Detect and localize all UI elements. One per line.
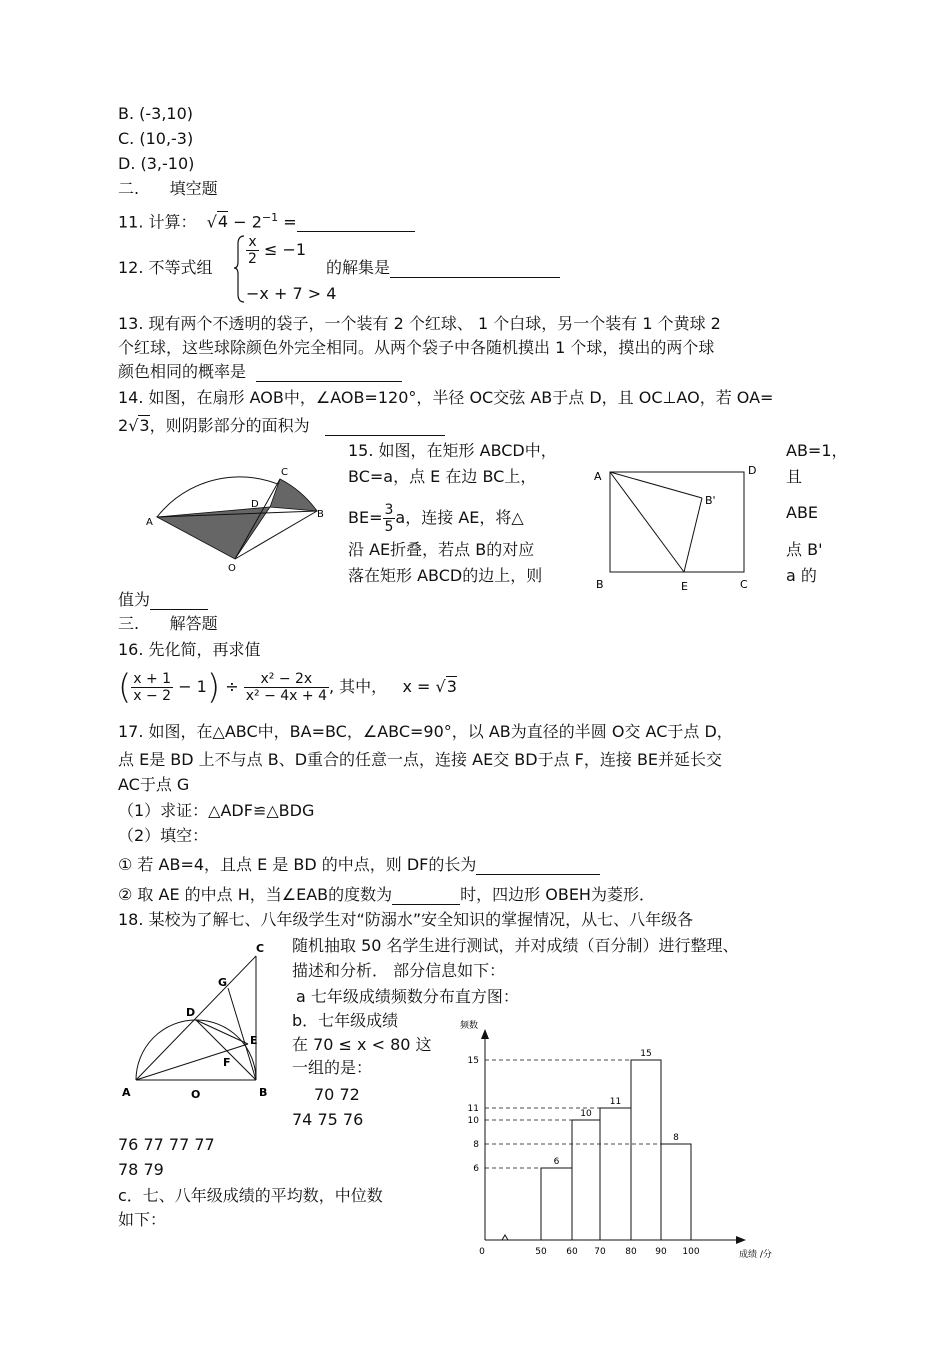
label-d: D bbox=[186, 1006, 196, 1019]
question-16-expr: ( $\frac{x + 1}{x - 2}$ − 1) ÷ $\frac{\text{x² − 2x}}{\text{x² − 4x + 4}}$ , 其中， x = √3 bbox=[118, 667, 457, 708]
question-15-tail: 值为 bbox=[118, 590, 208, 610]
section-heading-fill: 二. 填空题 bbox=[118, 179, 218, 198]
label-b: B bbox=[596, 578, 604, 591]
question-18-values3: 76 77 77 77 bbox=[118, 1135, 215, 1154]
question-15-line4r: 点 B' bbox=[786, 540, 823, 559]
histogram-chart bbox=[450, 1012, 790, 1267]
label-c: C bbox=[281, 467, 288, 478]
label-d: D bbox=[748, 464, 757, 477]
question-18-line2: 随机抽取 50 名学生进行测试，并对成绩（百分制）进行整理、 bbox=[292, 936, 739, 955]
question-18-values1: 70 72 bbox=[314, 1085, 360, 1104]
bar-data-label: 10 bbox=[580, 1109, 592, 1119]
question-15-line3: BE= $\frac{3}{5}$ a，连接 AE，将△ bbox=[348, 502, 524, 535]
histogram-bar bbox=[631, 1060, 661, 1240]
x-tick-label: 100 bbox=[682, 1247, 700, 1257]
label-g: G bbox=[218, 976, 228, 989]
question-13-line1: 13. 现有两个不透明的袋子，一个装有 2 个红球、 1 个白球，另一个装有 1 个黄球 2 bbox=[118, 314, 721, 333]
inequality-1: $\frac{x}{2}$ ≤ −1 bbox=[248, 234, 307, 267]
question-15-line1: 15. 如图，在矩形 ABCD中， bbox=[348, 441, 557, 460]
segment-de bbox=[196, 1020, 248, 1044]
segment-ab-prime bbox=[610, 472, 702, 498]
semicircle-figure bbox=[118, 940, 278, 1105]
question-18-b3: 一组的是： bbox=[292, 1058, 373, 1077]
x-tick-label: 80 bbox=[625, 1247, 637, 1257]
bar-data-label: 15 bbox=[640, 1049, 652, 1059]
x-axis-arrow bbox=[736, 1236, 746, 1244]
question-12-suffix: 的解集是 bbox=[326, 258, 560, 278]
question-14-line1: 14. 如图，在扇形 AOB中，∠AOB=120°，半径 OC交弦 AB于点 D，且 OC⊥AO，若 OA= bbox=[118, 388, 774, 407]
answer-blank-14[interactable] bbox=[325, 419, 445, 436]
question-15-line5: 落在矩形 ABCD的边上，则 bbox=[348, 566, 543, 585]
question-17-part1: （1）求证：△ADF≌△BDG bbox=[118, 801, 315, 820]
question-13-line2: 个红球，这些球除颜色外完全相同。从两个袋子中各随机摸出 1 个球，摸出的两个球 bbox=[118, 338, 715, 357]
question-14-line2: 2√3，则阴影部分的面积为 bbox=[118, 416, 445, 436]
sector-figure bbox=[140, 455, 340, 585]
paren-right: ) bbox=[206, 667, 221, 708]
segment-ae bbox=[610, 472, 684, 572]
label-o: O bbox=[191, 1088, 201, 1101]
label-a: A bbox=[146, 517, 153, 528]
label-d: D bbox=[251, 499, 259, 510]
x-tick-label: 0 bbox=[479, 1247, 485, 1257]
label-a: A bbox=[122, 1086, 131, 1099]
question-15-line5r: a 的 bbox=[786, 566, 817, 585]
x-tick-label: 90 bbox=[655, 1247, 667, 1257]
segment-b-prime-e bbox=[684, 498, 702, 572]
rect-abcd bbox=[610, 472, 744, 572]
bar-data-label: 11 bbox=[609, 1097, 622, 1107]
rectangle-figure bbox=[588, 458, 763, 593]
y-tick-label: 11 bbox=[467, 1104, 479, 1114]
question-18-line1: 18. 某校为了解七、八年级学生对“防溺水”安全知识的掌握情况，从七、八年级各 bbox=[118, 910, 694, 929]
question-18-b2: 在 70 ≤ x < 80 这 bbox=[292, 1035, 432, 1054]
axis-break bbox=[502, 1235, 508, 1240]
histogram-bar bbox=[600, 1108, 631, 1240]
question-16-label: 16. 先化简，再求值 bbox=[118, 640, 261, 659]
answer-blank-17b[interactable] bbox=[392, 888, 460, 905]
label-e: E bbox=[250, 1034, 258, 1047]
option-c: C. (10,-3) bbox=[118, 129, 194, 148]
histogram-bar bbox=[572, 1120, 600, 1240]
histogram-bar bbox=[541, 1168, 572, 1240]
option-b: B. (-3,10) bbox=[118, 104, 194, 123]
answer-blank-17a[interactable] bbox=[476, 858, 600, 875]
question-13-line3: 颜色相同的概率是 bbox=[118, 362, 402, 382]
question-18-line3: 描述和分析． 部分信息如下： bbox=[292, 961, 506, 980]
label-e: E bbox=[681, 580, 688, 593]
label-c: C bbox=[740, 578, 748, 591]
label-c: C bbox=[256, 942, 265, 955]
question-15-line2r: 且 bbox=[786, 467, 803, 486]
question-12-label: 12. 不等式组 bbox=[118, 258, 213, 277]
question-18-a: a 七年级成绩频数分布直方图： bbox=[296, 987, 519, 1006]
question-18-c1: c．七、八年级成绩的平均数，中位数 bbox=[118, 1186, 383, 1205]
x-tick-label: 70 bbox=[594, 1247, 606, 1257]
label-o: O bbox=[228, 563, 236, 574]
inequality-2: −x + 7 > 4 bbox=[246, 284, 337, 303]
section-heading-answer: 三. 解答题 bbox=[118, 614, 218, 633]
left-brace bbox=[234, 236, 244, 302]
bar-data-label: 6 bbox=[553, 1157, 560, 1167]
label-f: F bbox=[223, 1056, 231, 1069]
answer-blank-12[interactable] bbox=[390, 261, 560, 278]
y-axis-arrow bbox=[481, 1029, 489, 1039]
histogram-bar bbox=[661, 1144, 691, 1240]
label-b-prime: B' bbox=[705, 494, 716, 507]
question-15-line1r: AB=1， bbox=[786, 441, 848, 460]
question-18-c2: 如下： bbox=[118, 1210, 167, 1229]
x-axis-label: 成绩 /分 bbox=[739, 1250, 772, 1260]
question-18-b1: b．七年级成绩 bbox=[292, 1011, 399, 1030]
question-18-values4: 78 79 bbox=[118, 1160, 164, 1179]
question-17-line1: 17. 如图，在△ABC中，BA=BC，∠ABC=90°，以 AB为直径的半圆 O交 AC于点 D， bbox=[118, 722, 733, 741]
question-17-item1: ① 若 AB=4，且点 E 是 BD 的中点，则 DF的长为 bbox=[118, 855, 600, 875]
label-a: A bbox=[594, 470, 602, 483]
y-tick-label: 10 bbox=[467, 1116, 479, 1126]
label-b: B bbox=[259, 1086, 268, 1099]
question-17-item2: ② 取 AE 的中点 H，当∠EAB的度数为 时，四边形 OBEH为菱形． bbox=[118, 885, 655, 904]
y-tick-label: 15 bbox=[467, 1056, 479, 1066]
x-tick-label: 60 bbox=[566, 1247, 578, 1257]
y-tick-label: 6 bbox=[473, 1164, 479, 1174]
option-d: D. (3,-10) bbox=[118, 154, 195, 173]
question-15-line4: 沿 AE折叠，若点 B的对应 bbox=[348, 540, 535, 559]
paren-left: ( bbox=[118, 667, 132, 708]
y-axis-label: 频数 bbox=[460, 1021, 479, 1031]
semicircle-o bbox=[136, 1020, 256, 1080]
question-17-part2: （2）填空： bbox=[118, 826, 209, 845]
answer-blank-13[interactable] bbox=[256, 365, 402, 382]
answer-blank-15[interactable] bbox=[150, 593, 208, 610]
x-tick-label: 50 bbox=[535, 1247, 547, 1257]
question-17-line3: AC于点 G bbox=[118, 775, 190, 794]
y-tick-label: 8 bbox=[473, 1140, 479, 1150]
question-15-line3r: ABE bbox=[786, 503, 819, 522]
question-15-line2: BC=a，点 E 在边 BC上， bbox=[348, 467, 537, 486]
question-11: 11. 计算： $√4 - 2^{-1}$ = bbox=[118, 208, 415, 232]
answer-blank-11[interactable] bbox=[297, 215, 415, 232]
bar-data-label: 8 bbox=[673, 1133, 679, 1143]
label-b: B bbox=[317, 509, 324, 520]
question-18-values2: 74 75 76 bbox=[292, 1110, 364, 1129]
question-17-line2: 点 E是 BD 上不与点 B、D重合的任意一点，连接 AE交 BD于点 F，连接 BE并延长交 bbox=[118, 750, 723, 769]
